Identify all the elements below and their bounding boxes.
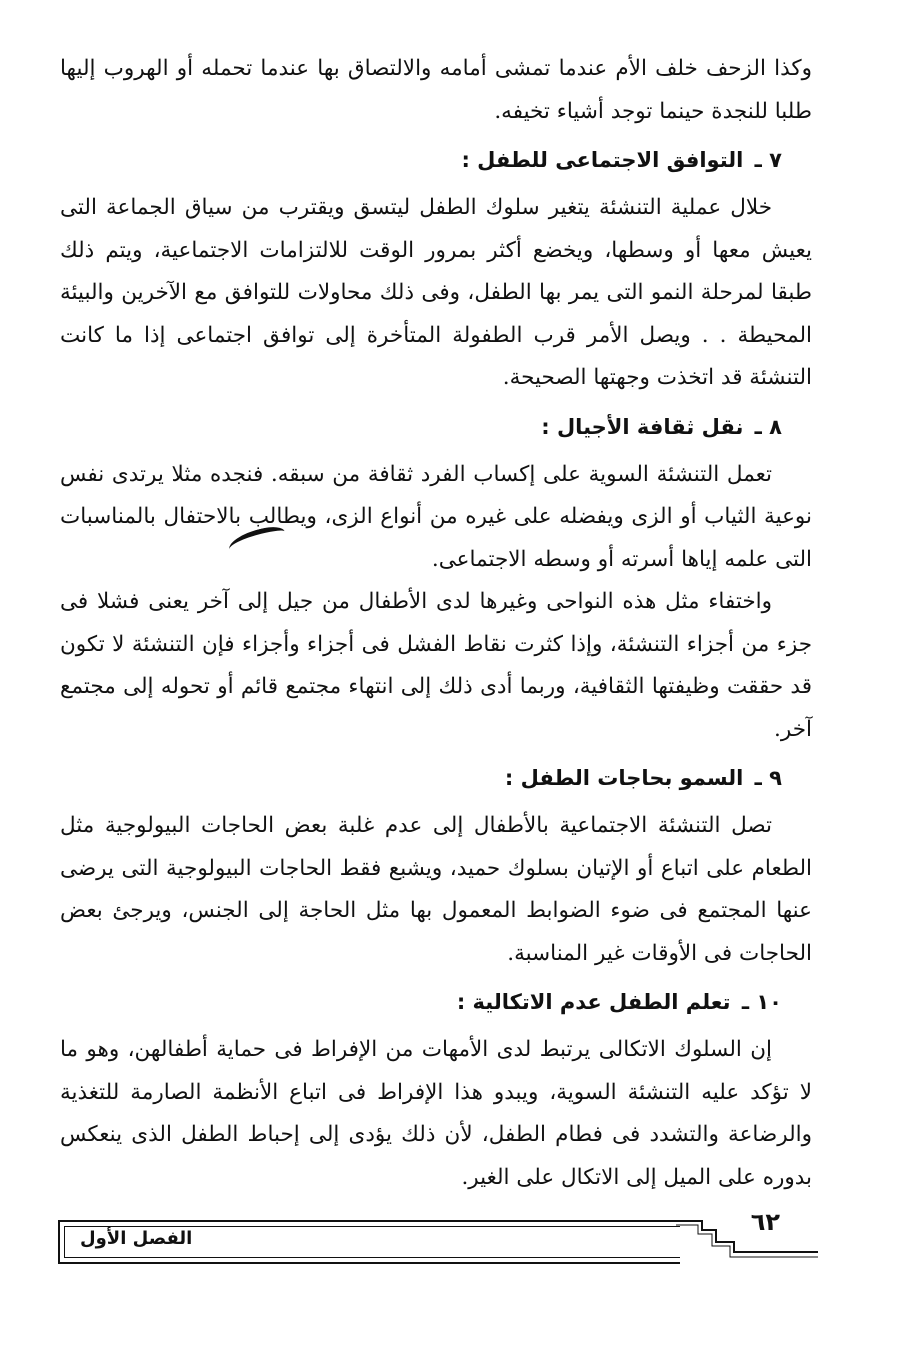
paragraph-7: خلال عملية التنشئة يتغير سلوك الطفل ليتسق ويقترب من سياق الجماعة التى يعيش معها أو وسطها، ويخضع أكثر بمرور الوقت للالتزامات الاجتماعية، ويتم ذلك طبقا لمرحلة النمو التى يمر بها الطفل، وفى ذلك محاولات للتوافق مع الآخرين والبيئة المحيطة . . ويصل الأمر قرب الطفولة المتأخرة إلى توافق اجتماعى إذا ما كانت التنشئة قد اتخذت وجهتها الصحيحة. (60, 195, 812, 390)
heading-10 (60, 981, 812, 1023)
paragraph-8a: تعمل التنشئة السوية على إكساب الفرد ثقافة من سبقه. فنجده مثلا يرتدى نفس نوعية الثياب أو الزى ويفضله على غيره من أنواع الزى، ويطالب بالاحتفال بالمناسبات التى علمه إياها أسرته أو وسطه الاجتماعى. (60, 461, 812, 572)
heading-7-number: ٧ ـ (754, 148, 782, 172)
heading-7 (60, 139, 812, 181)
heading-8 (60, 406, 812, 448)
page-body (60, 48, 812, 1199)
heading-9-number: ٩ ـ (754, 766, 782, 790)
paragraph-intro: وكذا الزحف خلف الأم عندما تمشى أمامه والالتصاق بها عندما تحمله أو الهروب إليها طلبا للنجدة حينما توجد أشياء تخيفه. (60, 56, 812, 124)
paragraph-8b: واختفاء مثل هذه النواحى وغيرها لدى الأطفال من جيل إلى آخر يعنى فشلا فى جزء من أجزاء التنشئة، وإذا كثرت نقاط الفشل فى أجزاء وأجزاء فإن التنشئة لا تكون قد حققت وظيفتها الثقافية، وربما أدى ذلك إلى انتهاء مجتمع قائم أو تحوله إلى مجتمع آخر. (60, 589, 812, 742)
heading-9-title: السمو بحاجات الطفل : (504, 766, 744, 790)
footer-chapter-title: الفصل الأول (80, 1228, 193, 1249)
page-number: ٦٢ (750, 1208, 780, 1236)
heading-10-title: تعلم الطفل عدم الاتكالية : (456, 990, 731, 1014)
footer-steps-decoration (676, 1220, 818, 1262)
paragraph-9: تصل التنشئة الاجتماعية بالأطفال إلى عدم غلبة بعض الحاجات البيولوجية مثل الطعام على اتباع أو الإتيان بسلوك حميد، ويشبع فقط الحاجات البيولوجية التى يرضى عنها المجتمع فى ضوء الضوابط المعمول بها مثل الحاجة إلى الجنس، ويرجئ بعض الحاجات فى الأوقات غير المناسبة. (60, 813, 812, 966)
heading-8-number: ٨ ـ (754, 414, 782, 439)
heading-10-number: ١٠ ـ (741, 990, 782, 1014)
paragraph-10: إن السلوك الاتكالى يرتبط لدى الأمهات من الإفراط فى حماية أطفالهن، وهو ما لا تؤكد عليه التنشئة السوية، ويبدو هذا الإفراط فى اتباع الأنظمة الصارمة للتغذية والرضاعة والتشدد فى فطام الطفل، لأن ذلك يؤدى إلى إحباط الطفل الذى ينعكس بدوره على الميل إلى الاتكال على الغير. (60, 1037, 812, 1190)
heading-9 (60, 757, 812, 799)
page-footer (58, 1208, 818, 1268)
heading-8-title: نقل ثقافة الأجيال : (541, 414, 744, 439)
heading-7-title: التوافق الاجتماعى للطفل : (461, 148, 744, 172)
